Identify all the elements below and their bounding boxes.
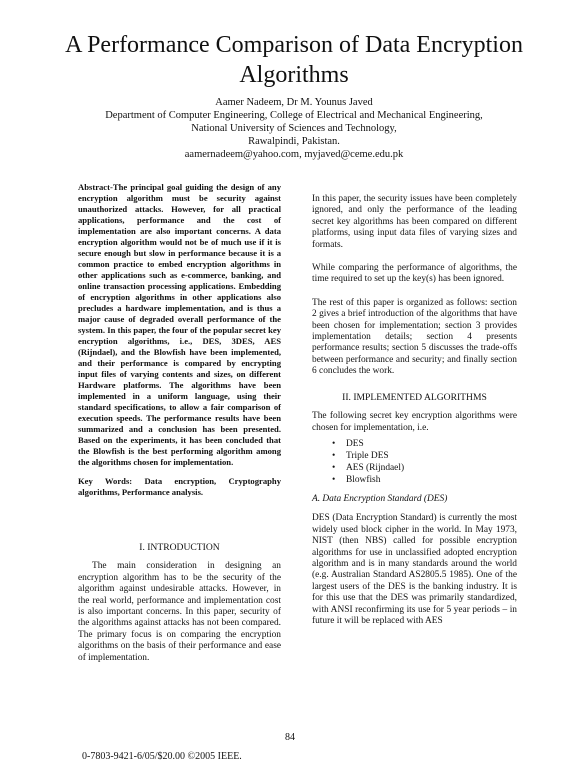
right-column: [312, 194, 517, 639]
section-heading-introduction: I. INTRODUCTION: [139, 542, 220, 553]
algorithm-list: [312, 438, 517, 486]
list-item: • AES (Rijndael): [332, 462, 517, 474]
list-item: • Triple DES: [332, 450, 517, 462]
paragraph-algorithms-intro: The following secret key encryption algorithms were chosen for implementation, i.e.: [312, 411, 517, 433]
abstract-lead: Abstract-: [78, 182, 113, 192]
author-university: National University of Sciences and Technology,: [191, 123, 397, 134]
author-email: aamernadeem@yahoo.com, myjaved@ceme.edu.pk: [184, 149, 404, 160]
paragraph-organization: The rest of this paper is organized as follows: section 2 gives a brief introduction of the algorithms that have been chosen for implementation; section 3 provides implementation details; section 4 presents performance results; section 5 discusses the trade-offs between performance and security; and finally section 6 concludes the work.: [312, 297, 517, 377]
subsection-heading-des: A. Data Encryption Standard (DES): [312, 493, 448, 504]
paragraph-security-issues: In this paper, the security issues have been completely ignored, and only the performance of the leading secret key algorithms has been compared on different platforms, using input data files of varying sizes and formats.: [312, 194, 517, 250]
author-block: [40, 96, 548, 161]
list-item: • DES: [332, 438, 517, 450]
copyright-footer: 0-7803-9421-6/05/$20.00 ©2005 IEEE.: [82, 751, 242, 762]
author-names: Aamer Nadeem, Dr M. Younus Javed: [215, 97, 373, 108]
introduction-paragraph: The main consideration in designing an encryption algorithm has to be the security of the algorithm against undesirable attacks. However, in the real world, performance and implementation cost is also important concerns. In this paper, security of the algorithms against attacks has not been compared. The primary focus is on comparing the encryption algorithms on the basis of their performance and ease of implementation.: [78, 561, 281, 663]
abstract: [78, 182, 281, 468]
left-column: [78, 182, 281, 676]
page-number: 84: [285, 732, 295, 743]
paper-title: A Performance Comparison of Data Encryption Algorithms: [65, 32, 523, 88]
paragraph-key-setup: While comparing the performance of algorithms, the time required to set up the key(s) has been ignored.: [312, 263, 517, 285]
author-department: Department of Computer Engineering, College of Electrical and Mechanical Engineering,: [105, 110, 483, 121]
author-city: Rawalpindi, Pakistan.: [248, 136, 340, 147]
paragraph-des: DES (Data Encryption Standard) is currently the most widely used block cipher in the world. In May 1973, NIST (then NBS) called for possible encryption algorithms for use in unclassified adopted encryption algorithm and is in many standards around the world (e.g. Australian Standard AS2805.5 1985). One of the largest users of the DES is the banking industry. It is for this use that the DES was primarily standardized, with ANSI reconfirming its use for 5 year periods – in future it will be replaced with AES: [312, 513, 517, 626]
keywords: Key Words: Data encryption, Cryptography algorithms, Performance analysis.: [78, 476, 281, 497]
list-item: • Blowfish: [332, 474, 517, 486]
section-heading-implemented-algorithms: II. IMPLEMENTED ALGORITHMS: [342, 391, 487, 403]
abstract-text: The principal goal guiding the design of any encryption algorithm must be security against unauthorized attacks. However, for all practical applications, performance and the cost of implementation are also important concerns. A data encryption algorithm would not be of much use if it is secure enough but slow in performance because it is a common practice to embed encryption algorithms in other applications such as e-commerce, banking, and online transaction processing applications. Embedding of encryption algorithms in other applications also precludes a hardware implementation, and is thus a major cause of degraded overall performance of the system. In this paper, the four of the popular secret key encryption algorithms, i.e., DES, 3DES, AES (Rijndael), and the Blowfish have been implemented, and their performance is compared by encrypting input files of varying contents and sizes, on different Hardware platforms. The algorithms have been implemented in a uniform language, using their standard specifications, to allow a fair comparison of execution speeds. The performance results have been summarized and a conclusion has been presented. Based on the experiments, it has been concluded that the Blowfish is the best performing algorithm among the algorithms chosen for implementation.: [78, 182, 281, 467]
